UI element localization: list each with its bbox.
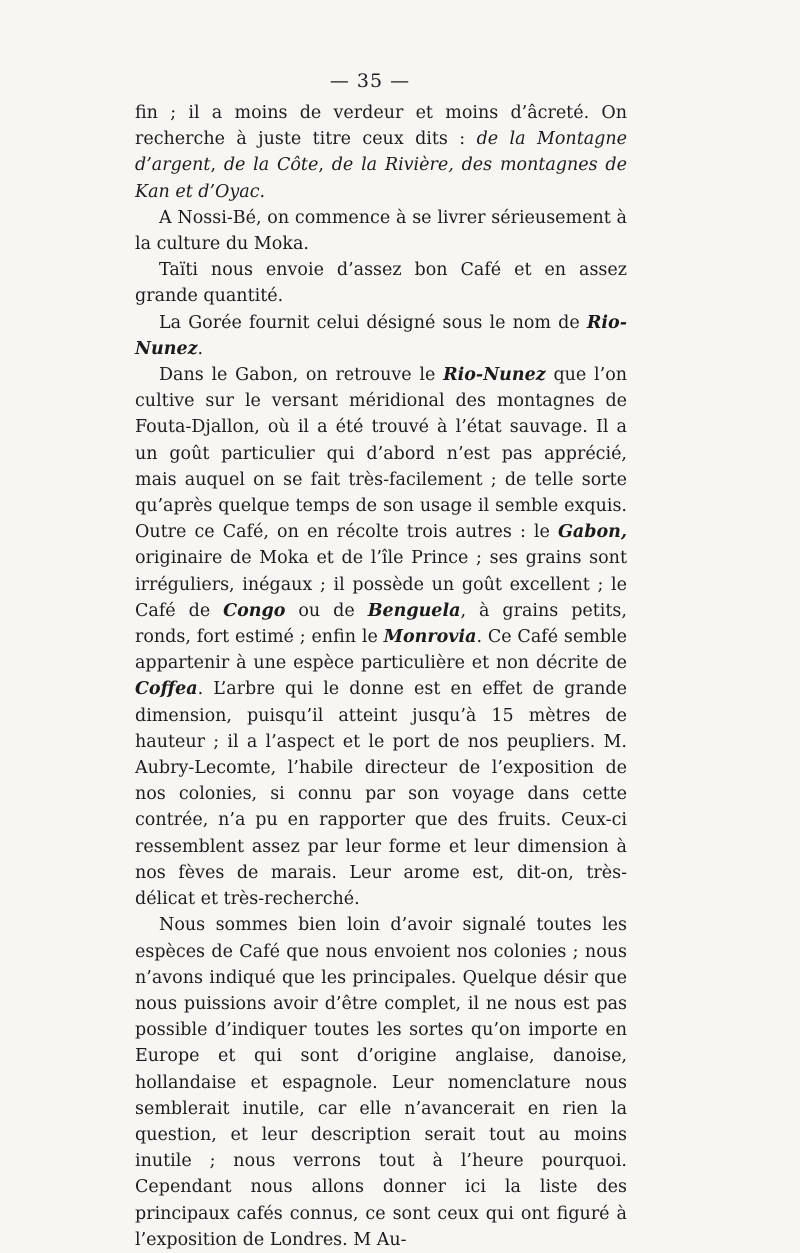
text-run: , [210,155,224,176]
paragraph-4 [135,310,627,362]
italic-run: Congo [223,600,286,621]
italic-run: de la Montagne d’argent [135,129,627,176]
paragraph-3: Taïti nous envoie d’assez bon Café et en assez grande quantité. [135,260,627,307]
body-text [135,100,627,1253]
italic-run: Monrovia [383,627,477,648]
text-run: , [318,155,332,176]
text-run: originaire de Moka et de l’île Prince ; ses grains sont irréguliers, inégaux ; il possède un goût excellent ; le Café de [135,548,627,621]
italic-run: Rio-Nunez [443,365,546,386]
italic-run: de la Côte [223,155,319,176]
paragraph-6: Nous sommes bien loin d’avoir signalé toutes les espèces de Café que nous envoient nos colonies ; nous n’avons indiqué que les principales. Quelque désir que nous puissions avoir d’être complet, il ne nous est pas possible d’indiquer toutes les sortes qu’on importe en Europe et qui sont d’origine anglaise, danoise, hollandaise et espagnole. Leur nomenclature nous semblerait inutile, car elle n’avancerait en rien la question, et leur description serait tout au moins inutile ; nous verrons tout à l’heure pourquoi. Cependant nous allons donner ici la liste des principaux cafés connus, ce sont ceux qui ont figuré à l’exposition de Londres. M Au- [135,915,627,1250]
page-number: — 35 — [329,70,411,92]
italic-run: Rio-Nunez [135,312,627,359]
text-run: La Gorée fournit celui désigné sous le nom de [159,312,587,333]
italic-run: de la Rivière, des montagnes de Kan et d’Oyac [135,155,627,202]
text-run: . [259,181,266,202]
paragraph-2: A Nossi-Bé, on commence à se livrer sérieusement à la culture du Moka. [135,207,627,255]
text-run: . Ce Café semble appartenir à une espèce particulière et non décrite de [135,627,628,674]
text-run: . L’arbre qui le donne est en effet de grande dimension, puisqu’il atteint jusqu’à 15 mètres de hauteur ; il a l’aspect et le port de nos peupliers. M. Aubry-Lecomte, l’habile directeur de l’exposition de nos colonies, si connu par son voyage dans cette contrée, n’a pu en rapporter que des fruits. Ceux-ci ressemblent assez par leur forme et leur dimension à nos fèves de marais. Leur arome est, dit-on, très-délicat et très-recherché. [135,679,627,910]
italic-run: Coffea [135,679,198,700]
paragraph-5 [135,362,627,912]
italic-run: Gabon, [557,522,627,543]
text-run: , à grains petits, ronds, fort estimé ; enfin le [135,600,627,648]
italic-run: Benguela [367,600,461,621]
text-run: Dans le Gabon, on retrouve le [159,365,444,386]
text-run: fin ; il a moins de verdeur et moins d’âcreté. On recherche à juste titre ceux dits : [135,103,627,150]
text-run: ou de [285,600,368,621]
text-run: . [197,338,204,359]
text-run: que l’on cultive sur le versant méridional des montagnes de Fouta-Djallon, où il a été trouvé à l’état sauvage. Il a un goût particulier qui d’abord n’est pas apprécié, mais auquel on se fait très-facilement ; de telle sorte qu’après quelque temps de son usage il semble exquis. Outre ce Café, on en récolte trois autres : le [135,365,628,543]
paragraph-1 [135,100,627,205]
